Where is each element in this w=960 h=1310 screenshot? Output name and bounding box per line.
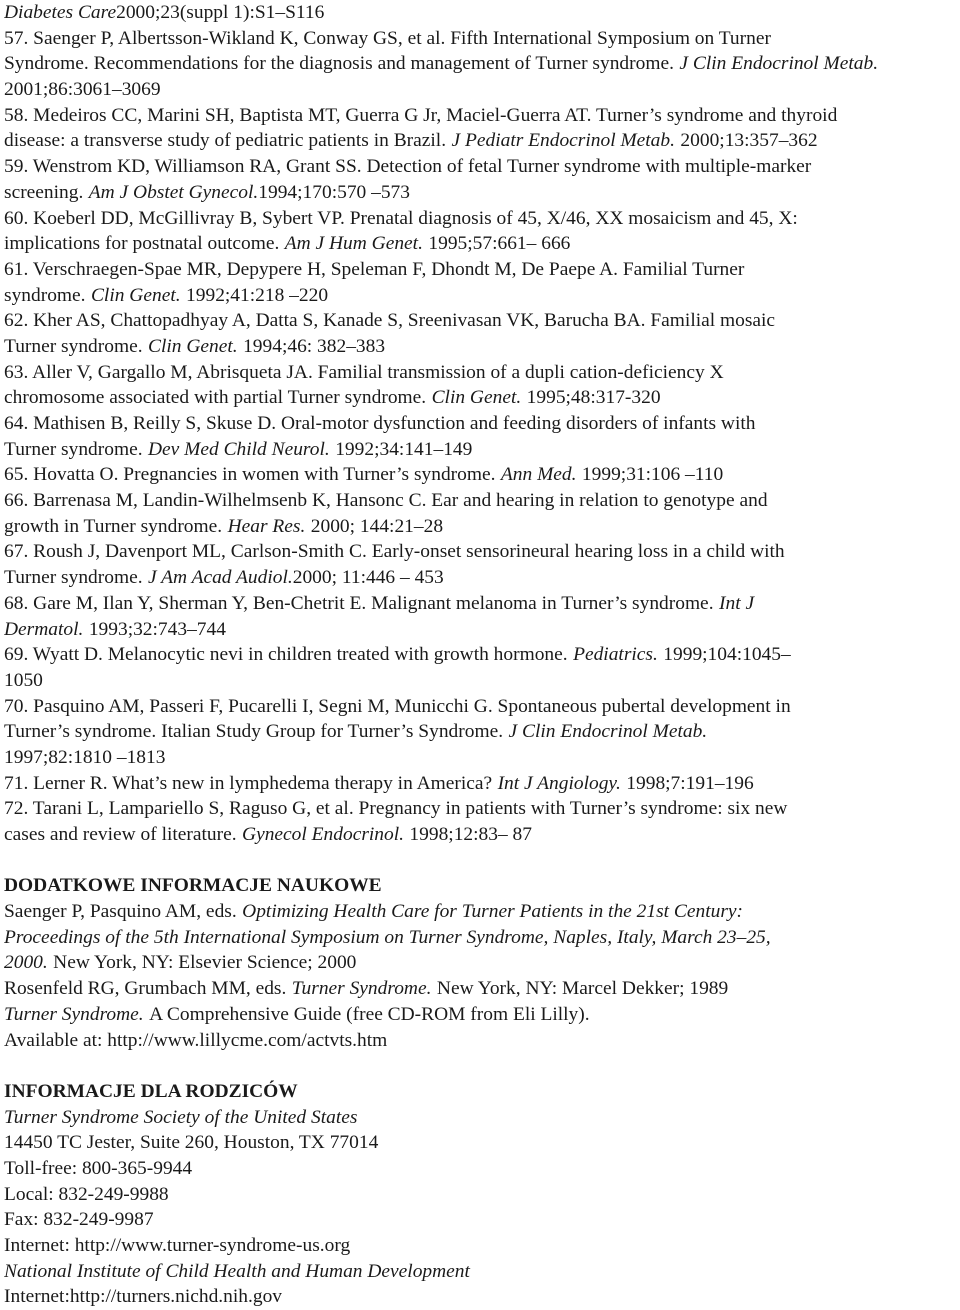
reference-line: [4, 668, 956, 694]
italic-citation-text: Optimizing Health Care for Turner Patients in the 21st Century:: [242, 901, 744, 923]
citation-text: 2000;23(suppl 1):S1–S116: [116, 2, 325, 23]
citation-text: 2000;13:357–362: [680, 130, 818, 152]
italic-citation-text: Clin Genet.: [431, 387, 522, 409]
reference-line: [4, 334, 956, 360]
reference-line: [4, 283, 956, 309]
citation-text: 58. Medeiros CC, Marini SH, Baptista MT, Guerra G Jr, Maciel-Guerra AT. Turner’s syndrome and thyroid: [4, 104, 838, 126]
citation-text: New York, NY: Elsevier Science; 2000: [53, 952, 357, 974]
contact-line: [4, 1259, 956, 1285]
citation-text: implications for postnatal outcome.: [4, 233, 280, 255]
citation-text: 1997;82:1810 –1813: [4, 746, 166, 768]
citation-text: chromosome associated with partial Turner syndrome.: [4, 387, 427, 409]
citation-text: 2001;86:3061–3069: [4, 79, 161, 101]
italic-citation-text: Int J: [719, 592, 755, 614]
reference-line: [4, 617, 956, 643]
reference-line: [4, 308, 956, 334]
citation-text: disease: a transverse study of pediatric patients in Brazil.: [4, 130, 447, 152]
reference-line: [4, 771, 956, 797]
citation-text: cases and review of literature.: [4, 824, 237, 845]
citation-text: 1994;170:570 –573: [258, 181, 410, 203]
citation-text: Fax: 832-249-9987: [4, 1209, 154, 1231]
citation-text: 70. Pasquino AM, Passeri F, Pucarelli I, Segni M, Municchi G. Spontaneous pubertal development in: [4, 695, 791, 717]
reference-line: [4, 822, 956, 848]
citation-text: Rosenfeld RG, Grumbach MM, eds.: [4, 978, 287, 1000]
citation-text: Toll-free: 800-365-9944: [4, 1157, 193, 1179]
reference-line: [4, 462, 956, 488]
info-line: [4, 1028, 956, 1054]
citation-text: 59. Wenstrom KD, Williamson RA, Grant SS. Detection of fetal Turner syndrome with multiple-marker: [4, 156, 812, 178]
citation-text: 1992;34:141–149: [335, 438, 473, 460]
section-spacer: [4, 848, 956, 874]
reference-line: [4, 437, 956, 463]
italic-citation-text: Dermatol.: [4, 618, 84, 640]
citation-text: 1050: [4, 669, 43, 691]
reference-line: [4, 719, 956, 745]
citation-text: 71. Lerner R. What’s new in lymphedema therapy in America?: [4, 772, 493, 794]
italic-citation-text: J Am Acad Audiol.: [148, 567, 293, 589]
italic-citation-text: Dev Med Child Neurol.: [148, 438, 330, 460]
citation-text: 1994;46: 382–383: [243, 335, 386, 357]
italic-citation-text: Turner Syndrome.: [291, 978, 432, 1000]
reference-line: [4, 514, 956, 540]
contact-line: [4, 1233, 956, 1259]
citation-text: 1999;104:1045–: [663, 644, 791, 666]
contact-line: [4, 1284, 956, 1310]
reference-line: [4, 360, 956, 386]
info-line: [4, 976, 956, 1002]
additional-info-list: [4, 899, 956, 1053]
italic-citation-text: J Pediatr Endocrinol Metab.: [451, 130, 675, 152]
citation-text: 1998;7:191–196: [626, 772, 754, 794]
italic-citation-text: Turner Syndrome.: [4, 1003, 144, 1025]
reference-line: [4, 539, 956, 565]
reference-line: [4, 128, 956, 154]
citation-text: screening.: [4, 181, 84, 203]
italic-citation-text: Int J Angiology.: [497, 772, 621, 794]
citation-text: 67. Roush J, Davenport ML, Carlson-Smith C. Early-onset sensorineural hearing loss in a child with: [4, 541, 785, 563]
reference-line: [4, 565, 956, 591]
citation-text: New York, NY: Marcel Dekker; 1989: [436, 978, 729, 1000]
reference-line: [4, 103, 956, 129]
citation-text: Available at: http://www.lillycme.com/actvts.htm: [4, 1029, 388, 1051]
parent-info-list: [4, 1105, 956, 1310]
reference-line: [4, 180, 956, 206]
citation-text: Turner syndrome.: [4, 335, 143, 357]
citation-text: 66. Barrenasa M, Landin-Wilhelmsenb K, Hansonc C. Ear and hearing in relation to genotype and: [4, 490, 768, 512]
citation-text: Internet: http://www.turner-syndrome-us.org: [4, 1235, 351, 1256]
info-line: [4, 925, 956, 951]
reference-line: [4, 694, 956, 720]
contact-line: [4, 1105, 956, 1131]
reference-line: [4, 154, 956, 180]
document-page: [4, 0, 956, 1310]
reference-line: [4, 411, 956, 437]
italic-citation-text: Diabetes Care: [4, 2, 117, 23]
info-line: [4, 899, 956, 925]
citation-text: 68. Gare M, Ilan Y, Sherman Y, Ben-Chetrit E. Malignant melanoma in Turner’s syndrome.: [4, 592, 714, 614]
italic-citation-text: National Institute of Child Health and Human Development: [4, 1260, 470, 1282]
citation-text: 69. Wyatt D. Melanocytic nevi in children treated with growth hormone.: [4, 644, 568, 666]
italic-citation-text: Gynecol Endocrinol.: [242, 824, 404, 845]
italic-citation-text: Pediatrics.: [573, 644, 658, 666]
italic-citation-text: Ann Med.: [500, 464, 577, 486]
citation-text: 14450 TC Jester, Suite 260, Houston, TX 77014: [4, 1132, 379, 1154]
parent-info-heading: INFORMACJE DLA RODZICÓW: [4, 1080, 298, 1102]
info-line: [4, 1002, 956, 1028]
contact-line: [4, 1207, 956, 1233]
reference-line: [4, 51, 956, 77]
contact-line: [4, 1182, 956, 1208]
reference-line: [4, 745, 956, 771]
italic-citation-text: J Clin Endocrinol Metab.: [679, 53, 879, 75]
reference-line: [4, 206, 956, 232]
citation-text: 65. Hovatta O. Pregnancies in women with Turner’s syndrome.: [4, 464, 496, 486]
italic-citation-text: Am J Hum Genet.: [284, 233, 423, 255]
reference-line: [4, 591, 956, 617]
additional-info-heading: DODATKOWE INFORMACJE NAUKOWE: [4, 875, 382, 897]
citation-text: Turner syndrome.: [4, 438, 143, 460]
citation-text: Turner’s syndrome. Italian Study Group for Turner’s Syndrome.: [4, 721, 504, 743]
reference-line: [4, 77, 956, 103]
italic-citation-text: Clin Genet.: [90, 284, 181, 306]
citation-text: 57. Saenger P, Albertsson-Wikland K, Conway GS, et al. Fifth International Symposium on Turner: [4, 27, 771, 49]
citation-text: 63. Aller V, Gargallo M, Abrisqueta JA. Familial transmission of a dupli cation-deficiency X: [4, 361, 724, 383]
citation-text: Saenger P, Pasquino AM, eds.: [4, 901, 237, 923]
citation-text: 64. Mathisen B, Reilly S, Skuse D. Oral-motor dysfunction and feeding disorders of infants with: [4, 413, 756, 434]
citation-text: Local: 832-249-9988: [4, 1183, 169, 1205]
citation-text: Internet:http://turners.nichd.nih.gov: [4, 1286, 283, 1308]
citation-text: A Comprehensive Guide (free CD-ROM from Eli Lilly).: [149, 1003, 590, 1025]
citation-text: 1992;41:218 –220: [186, 284, 329, 306]
citation-text: 2000; 144:21–28: [310, 515, 444, 537]
citation-text: 72. Tarani L, Lampariello S, Raguso G, et al. Pregnancy in patients with Turner’s syndrome: six new: [4, 798, 788, 820]
reference-line: [4, 231, 956, 257]
italic-citation-text: Clin Genet.: [148, 335, 238, 357]
citation-text: Syndrome. Recommendations for the diagnosis and management of Turner syndrome.: [4, 53, 674, 75]
citation-text: growth in Turner syndrome.: [4, 515, 223, 537]
italic-citation-text: Turner Syndrome Society of the United States: [4, 1106, 358, 1128]
italic-citation-text: Hear Res.: [227, 515, 306, 537]
reference-line: [4, 0, 956, 26]
citation-text: 1995;57:661– 666: [428, 233, 571, 255]
citation-text: 1999;31:106 –110: [581, 464, 724, 486]
contact-line: [4, 1156, 956, 1182]
italic-citation-text: Am J Obstet Gynecol.: [88, 181, 259, 203]
citation-text: 1998;12:83– 87: [409, 824, 532, 845]
reference-line: [4, 257, 956, 283]
citation-text: 1993;32:743–744: [88, 618, 226, 640]
italic-citation-text: 2000.: [4, 952, 48, 974]
citation-text: syndrome.: [4, 284, 86, 306]
reference-list: [4, 0, 956, 848]
italic-citation-text: Proceedings of the 5th International Symposium on Turner Syndrome, Naples, Italy, March 23–25,: [4, 926, 771, 948]
reference-line: [4, 796, 956, 822]
citation-text: 61. Verschraegen-Spae MR, Depypere H, Speleman F, Dhondt M, De Paepe A. Familial Turner: [4, 258, 745, 280]
reference-line: [4, 385, 956, 411]
citation-text: Turner syndrome.: [4, 567, 143, 589]
contact-line: [4, 1130, 956, 1156]
citation-text: 60. Koeberl DD, McGillivray B, Sybert VP. Prenatal diagnosis of 45, X/46, XX mosaicism and 45, X:: [4, 207, 798, 229]
reference-line: [4, 642, 956, 668]
citation-text: 1995;48:317-320: [526, 387, 661, 409]
citation-text: 2000; 11:446 – 453: [292, 567, 444, 589]
reference-line: [4, 26, 956, 52]
italic-citation-text: J Clin Endocrinol Metab.: [508, 721, 708, 743]
info-line: [4, 950, 956, 976]
reference-line: [4, 488, 956, 514]
citation-text: 62. Kher AS, Chattopadhyay A, Datta S, Kanade S, Sreenivasan VK, Barucha BA. Familial mosaic: [4, 310, 776, 332]
section-spacer: [4, 1053, 956, 1079]
